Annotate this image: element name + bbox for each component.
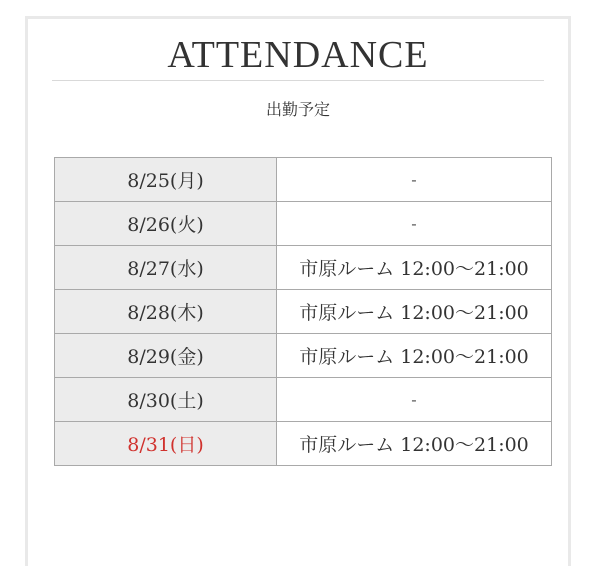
date-cell: 8/25(月)	[55, 158, 277, 202]
date-cell: 8/29(金)	[55, 334, 277, 378]
attendance-schedule-table	[54, 157, 552, 466]
page-subtitle: 出勤予定	[265, 100, 330, 119]
date-cell: 8/28(木)	[55, 290, 277, 334]
table-row	[55, 334, 552, 378]
shift-cell: 市原ルーム 12:00〜21:00	[277, 246, 552, 290]
date-cell: 8/30(土)	[55, 378, 277, 422]
date-cell-sunday: 8/31(日)	[55, 422, 277, 466]
table-row	[55, 202, 552, 246]
date-cell: 8/27(水)	[55, 246, 277, 290]
attendance-panel	[25, 16, 571, 566]
shift-cell: 市原ルーム 12:00〜21:00	[277, 334, 552, 378]
table-row	[55, 246, 552, 290]
table-row	[55, 378, 552, 422]
shift-cell: -	[277, 202, 552, 246]
shift-cell: -	[277, 378, 552, 422]
shift-cell: 市原ルーム 12:00〜21:00	[277, 290, 552, 334]
page-title: ATTENDANCE	[167, 34, 429, 76]
shift-cell: -	[277, 158, 552, 202]
shift-cell: 市原ルーム 12:00〜21:00	[277, 422, 552, 466]
table-row	[55, 422, 552, 466]
title-divider	[52, 80, 544, 81]
table-row	[55, 290, 552, 334]
table-row	[55, 158, 552, 202]
date-cell: 8/26(火)	[55, 202, 277, 246]
